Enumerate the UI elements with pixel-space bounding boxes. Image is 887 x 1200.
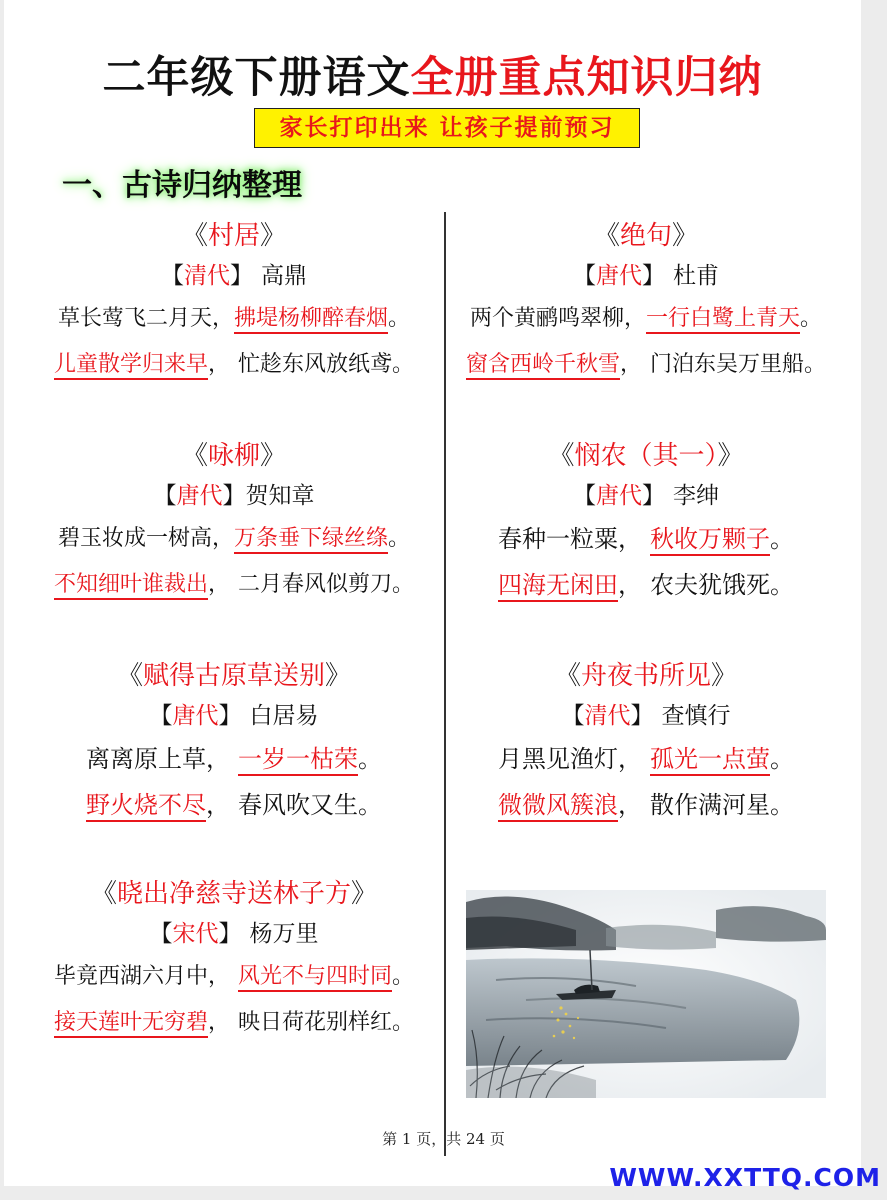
poem-line-2: 窗含西岭千秋雪， 门泊东吴万里船。 [446,342,846,388]
underlined-phrase: 一行白鹭上青天 [646,306,800,334]
underlined-phrase: 儿童散学归来早 [54,352,208,380]
poem-dynasty: 清代 [184,263,230,289]
site-watermark: WWW.XXTTQ.COM [609,1163,881,1192]
poem-cunju [34,216,434,388]
poem-jueju [446,216,846,388]
underlined-phrase: 野火烧不尽 [86,791,206,822]
poem-line-1: 毕竟西湖六月中， 风光不与四时同。 [34,954,434,1000]
underlined-phrase: 拂堤杨柳醉春烟 [234,306,388,334]
page-title [4,44,861,105]
poem-line-1: 草长莺飞二月天，拂堤杨柳醉春烟。 [34,296,434,342]
poem-dynasty: 清代 [584,703,631,729]
underlined-phrase: 秋收万颗子 [650,525,770,556]
poem-line-2: 儿童散学归来早， 忙趁东风放纸鸢。 [34,342,434,388]
underlined-phrase: 窗含西岭千秋雪 [466,352,620,380]
underlined-phrase: 不知细叶谁裁出 [54,572,208,600]
poem-author: 【宋代】 杨万里 [149,921,319,947]
section-heading: 一、古诗归纳整理 [62,168,302,203]
underlined-phrase: 风光不与四时同 [238,964,392,992]
poem-line-1: 两个黄鹂鸣翠柳，一行白鹭上青天。 [446,296,846,342]
poem-title: 《村居》 [181,221,287,251]
poem-minnong [446,436,846,608]
poem-line-2: 不知细叶谁裁出， 二月春风似剪刀。 [34,562,434,608]
poem-title: 《赋得古原草送别》 [116,661,352,691]
underlined-phrase: 万条垂下绿丝绦 [234,526,388,554]
title-part-black: 二年级下册语文 [102,53,411,103]
poem-fude [34,656,434,828]
poem-title: 《绝句》 [593,221,699,251]
poem-line-2: 微微风簇浪， 散作满河星。 [446,782,846,828]
poem-yongliu [34,436,434,608]
poem-dynasty: 唐代 [172,703,219,729]
poem-dynasty: 唐代 [596,483,642,509]
underlined-phrase: 四海无闲田 [498,571,618,602]
underlined-phrase: 微微风簇浪 [498,791,618,822]
document-page [4,0,861,1186]
poem-title: 《晓出净慈寺送林子方》 [90,879,378,909]
underlined-phrase: 孤光一点萤 [650,745,770,776]
poem-xiaochu [34,874,434,1046]
poem-line-1: 碧玉妆成一树高，万条垂下绿丝绦。 [34,516,434,562]
poem-author: 【清代】 查慎行 [561,703,731,729]
poem-author: 【唐代】 白居易 [149,703,319,729]
page-footer: 第 1 页，共 24 页 [382,1130,505,1148]
poem-title: 《咏柳》 [181,441,287,471]
underlined-phrase: 接天莲叶无穷碧 [54,1010,208,1038]
poem-dynasty: 唐代 [596,263,642,289]
poem-dynasty: 宋代 [172,921,219,947]
poem-author: 【唐代】 李绅 [573,483,719,509]
poem-line-1: 月黑见渔灯， 孤光一点萤。 [446,736,846,782]
poem-line-1: 离离原上草， 一岁一枯荣。 [34,736,434,782]
poem-title: 《悯农（其一）》 [548,441,744,471]
poem-line-2: 接天莲叶无穷碧， 映日荷花别样红。 [34,1000,434,1046]
poem-dynasty: 唐代 [176,483,223,509]
title-part-red: 全册重点知识归纳 [410,53,763,103]
notice-banner: 家长打印出来 让孩子提前预习 [254,108,640,148]
poem-line-1: 春种一粒粟， 秋收万颗子。 [446,516,846,562]
poem-author: 【唐代】 杜甫 [573,263,719,289]
poem-line-2: 四海无闲田， 农夫犹饿死。 [446,562,846,608]
poem-author: 【唐代】贺知章 [153,483,315,509]
ink-painting-boat-illustration [466,890,826,1098]
poem-line-2: 野火烧不尽， 春风吹又生。 [34,782,434,828]
poem-title: 《舟夜书所见》 [554,661,738,691]
poem-zhouye [446,656,846,828]
underlined-phrase: 一岁一枯荣 [238,745,358,776]
poem-author: 【清代】 高鼎 [161,263,307,289]
